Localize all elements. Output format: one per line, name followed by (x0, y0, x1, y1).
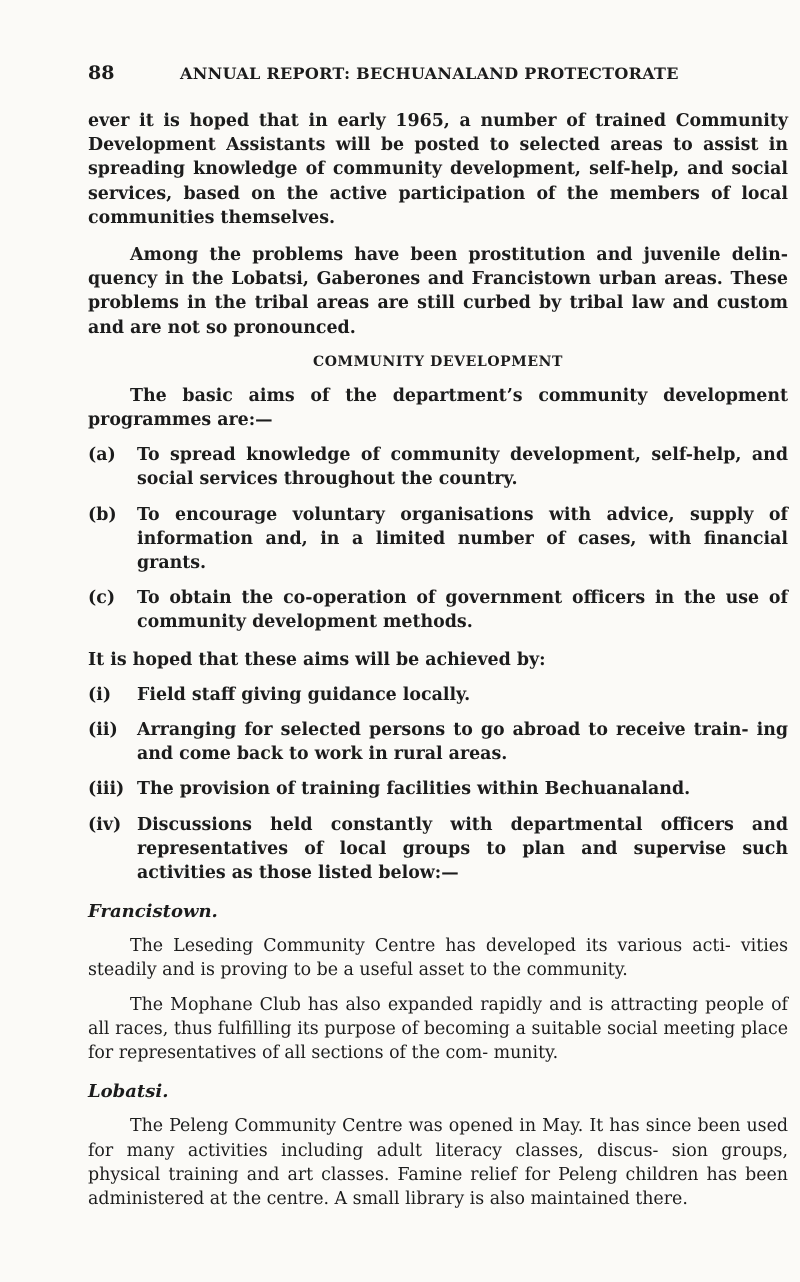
list-marker: (iv) (88, 814, 122, 835)
paragraph-peleng: The Peleng Community Centre was opened in May. It has since been used for many activities including adult literacy classes, discus- sion groups, physical training and art classes. Famine relief for Peleng children has been administered at the centre. A small library is also maintained there. (88, 1116, 788, 1209)
list-item (88, 718, 788, 766)
paragraph-methods-intro: It is hoped that these aims will be achieved by: (88, 649, 546, 670)
aims-list (88, 443, 788, 634)
list-marker: (c) (88, 588, 116, 609)
paragraph-mophane: The Mophane Club has also expanded rapidly and is attracting people of all races, thus fulfilling its purpose of becoming a suitable social meeting place for representatives of all sections of the com- munity. (88, 994, 788, 1064)
page-body (88, 109, 788, 1211)
list-item-text: To obtain the co-operation of government officers in the use of community development methods. (137, 588, 788, 633)
list-item (88, 443, 788, 491)
list-item-text: To spread knowledge of community development, self-help, and social services throughout the country. (137, 445, 788, 490)
list-item-text: To encourage voluntary organisations with advice, supply of information and, in a limited number of cases, with financial grants. (137, 504, 788, 574)
subheading-francistown: Francistown. (88, 901, 218, 923)
list-item (88, 586, 788, 634)
list-item-text: Discussions held constantly with departmental officers and representatives of local groups to plan and supervise such activities as those listed below:— (137, 814, 788, 884)
list-marker: (ii) (88, 720, 118, 741)
list-item (88, 813, 788, 886)
list-item (88, 683, 788, 707)
list-item-text: Arranging for selected persons to go abroad to receive train- ing and come back to work in rural areas. (137, 720, 788, 765)
list-marker: (iii) (88, 779, 125, 800)
running-head: ANNUAL REPORT: BECHUANALAND PROTECTORATE (180, 64, 679, 83)
list-item-text: The provision of training facilities within Bechuanaland. (137, 779, 691, 800)
page-header (88, 62, 728, 86)
list-marker: (b) (88, 504, 117, 525)
paragraph-leseding: The Leseding Community Centre has developed its various acti- vities steadily and is proving to be a useful asset to the community. (88, 936, 788, 981)
paragraph-problems: Among the problems have been prostitution and juvenile delin- quency in the Lobatsi, Gaberones and Francistown urban areas. These problems in the tribal areas are still curbed by tribal law and custom and are not so pronounced. (88, 245, 788, 338)
list-item (88, 503, 788, 576)
list-item-text: Field staff giving guidance locally. (137, 684, 471, 705)
paragraph-continuation: ever it is hoped that in early 1965, a number of trained Community Development Assistants will be posted to selected areas to assist in spreading knowledge of community development, self-help, and social services, based on the active participation of the members of local communities themselves. (88, 111, 788, 228)
page-number: 88 (88, 62, 115, 84)
paragraph-aims-intro: The basic aims of the department’s community development programmes are:— (88, 385, 788, 431)
list-item (88, 777, 788, 801)
subheading-lobatsi: Lobatsi. (88, 1081, 169, 1103)
section-heading: COMMUNITY DEVELOPMENT (312, 353, 564, 370)
list-marker: (i) (88, 684, 112, 705)
methods-list (88, 683, 788, 885)
list-marker: (a) (88, 445, 116, 466)
